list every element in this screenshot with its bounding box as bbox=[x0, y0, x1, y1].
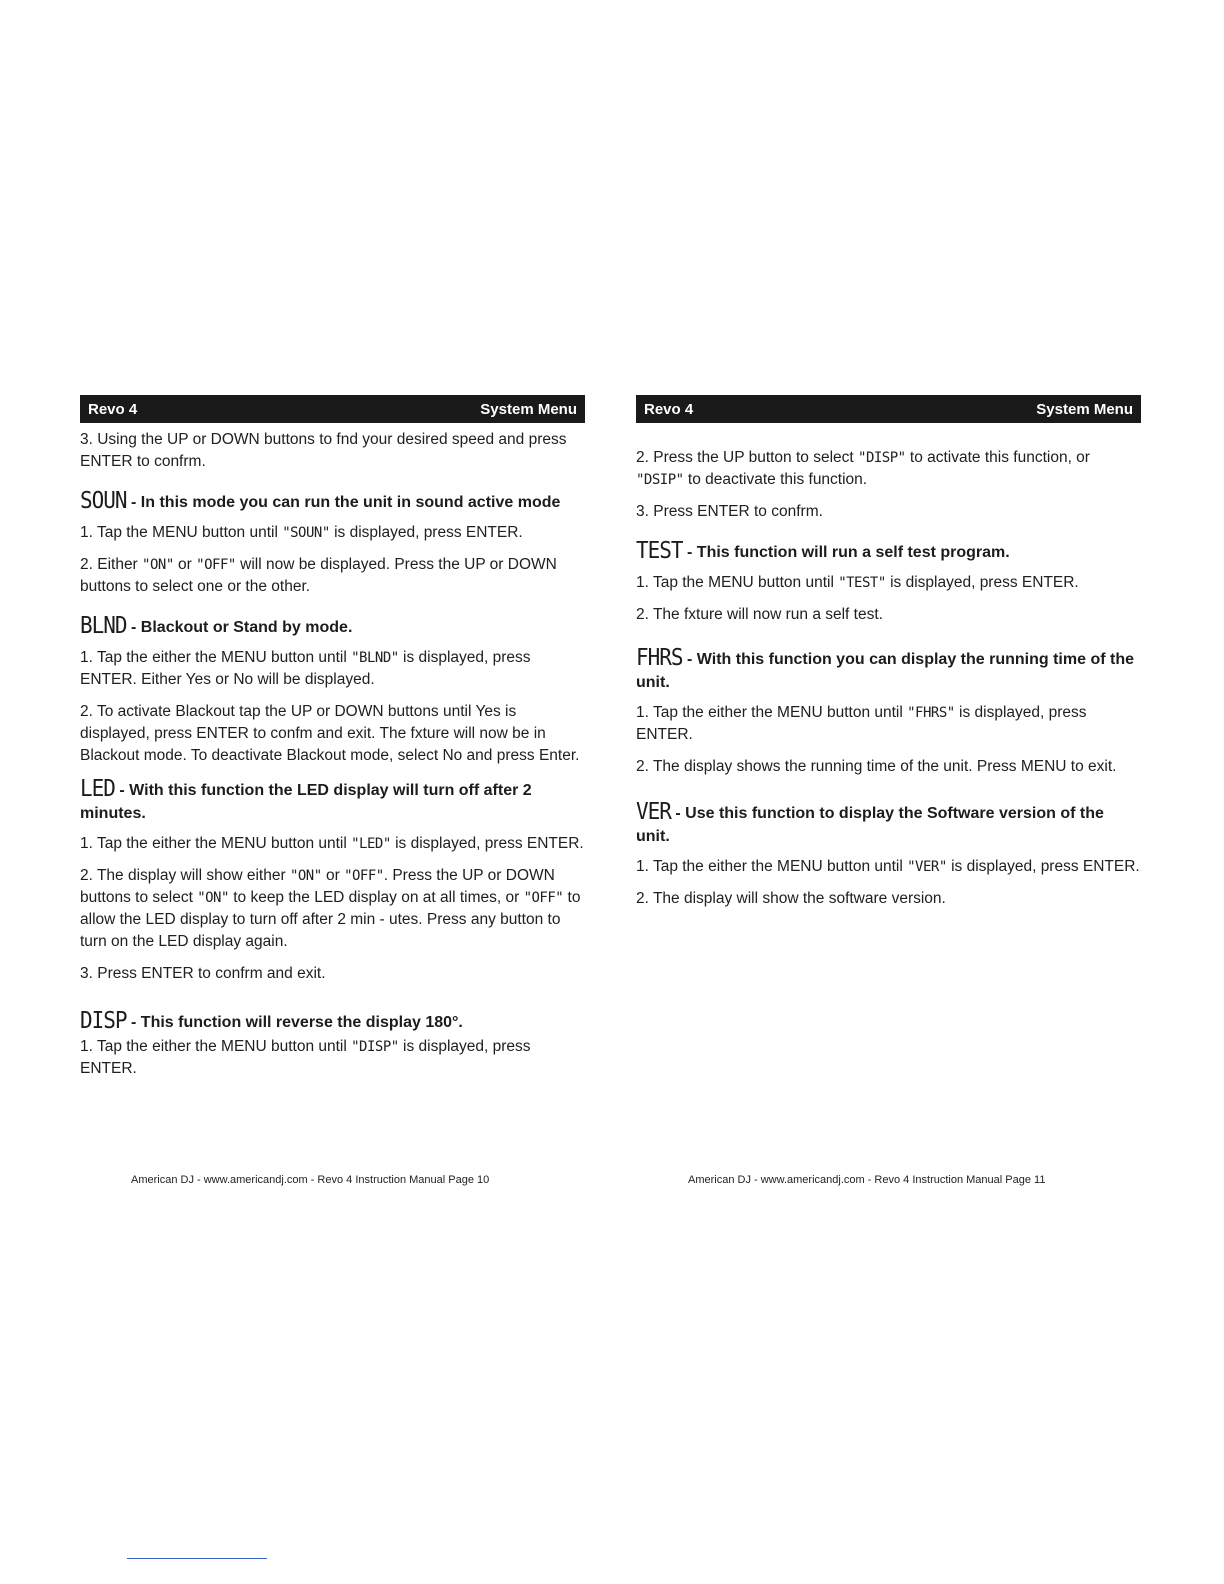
text: 1. Tap the either the MENU button until bbox=[636, 858, 908, 875]
soun-section bbox=[80, 486, 585, 598]
soun-step-1 bbox=[80, 522, 585, 544]
display-code: "VER" bbox=[907, 859, 947, 875]
text: will now be displayed. Press the UP or DOWN buttons to select one or the other. bbox=[80, 556, 557, 595]
lcd-code-blnd: BLND bbox=[80, 611, 127, 639]
ver-step-2: 2. The display will show the software version. bbox=[636, 890, 946, 907]
section-title: - With this function you can display the running time of the unit. bbox=[636, 651, 1134, 691]
text: is displayed, press ENTER. Either Yes or No will be displayed. bbox=[80, 649, 531, 688]
fhrs-section bbox=[636, 643, 1141, 778]
lcd-code-fhrs: FHRS bbox=[636, 643, 683, 671]
page-footer-left: American DJ - www.americandj.com - Revo 4 Instruction Manual Page 10 bbox=[131, 1174, 490, 1186]
lcd-code-ver: VER bbox=[636, 797, 671, 825]
page-header-bar bbox=[636, 395, 1141, 423]
section-heading bbox=[636, 643, 1141, 694]
led-step-1 bbox=[80, 833, 585, 855]
text: to allow the LED display to turn off after 2 min - utes. Press any button to turn on the LED display again. bbox=[80, 889, 581, 950]
section-title: - In this mode you can run the unit in sound active mode bbox=[126, 494, 561, 511]
display-code: "LED" bbox=[351, 836, 391, 852]
left-page bbox=[80, 395, 585, 1090]
display-code: "SOUN" bbox=[282, 525, 330, 541]
header-section-name: System Menu bbox=[480, 400, 577, 418]
disp-step-3: 3. Press ENTER to confrm. bbox=[636, 503, 823, 520]
section-title: - This function will run a self test program. bbox=[682, 544, 1010, 561]
display-code: "BLND" bbox=[351, 650, 399, 666]
disp-step-1 bbox=[80, 1036, 585, 1080]
text: 1. Tap the either the MENU button until bbox=[80, 1038, 352, 1055]
display-code: "OFF" bbox=[523, 890, 564, 906]
right-page bbox=[636, 395, 1141, 920]
text: or bbox=[173, 556, 197, 573]
lcd-code-soun: SOUN bbox=[80, 486, 127, 514]
text: is displayed, press ENTER. bbox=[80, 1038, 531, 1077]
section-heading bbox=[80, 611, 585, 639]
text: . Press the UP or DOWN buttons to select bbox=[80, 867, 555, 906]
lcd-code-led: LED bbox=[80, 774, 115, 802]
text: 2. Either bbox=[80, 556, 143, 573]
blnd-step-1 bbox=[80, 647, 585, 691]
text: 1. Tap the MENU button until bbox=[80, 524, 283, 541]
text: to keep the LED display on at all times, or bbox=[228, 889, 524, 906]
display-code: "FHRS" bbox=[907, 705, 955, 721]
section-heading bbox=[80, 486, 585, 514]
led-step-2 bbox=[80, 865, 585, 953]
display-code: "ON" bbox=[142, 557, 174, 573]
text: is displayed, press ENTER. bbox=[885, 574, 1079, 591]
section-title: - Blackout or Stand by mode. bbox=[126, 619, 353, 636]
display-code: "ON" bbox=[289, 868, 322, 884]
disp-section bbox=[80, 1006, 585, 1080]
led-step-3: 3. Press ENTER to confrm and exit. bbox=[80, 965, 326, 982]
text: is displayed, press ENTER. bbox=[390, 835, 584, 852]
text: to deactivate this function. bbox=[683, 471, 868, 488]
ver-section bbox=[636, 797, 1141, 910]
lcd-code-test: TEST bbox=[636, 536, 683, 564]
page-header-bar bbox=[80, 395, 585, 423]
display-code: "DISP" bbox=[351, 1039, 399, 1055]
header-product-name: Revo 4 bbox=[88, 400, 138, 418]
scan-artifact-line bbox=[127, 1558, 267, 1559]
section-heading bbox=[636, 536, 1141, 564]
section-title: - Use this function to display the Software version of the unit. bbox=[636, 805, 1104, 845]
text: is displayed, press ENTER. bbox=[329, 524, 523, 541]
text: 2. Press the UP button to select bbox=[636, 449, 859, 466]
header-section-name: System Menu bbox=[1036, 400, 1133, 418]
display-code: "TEST" bbox=[838, 575, 886, 591]
display-code: "DISP" bbox=[858, 450, 906, 466]
text: 2. The display will show either bbox=[80, 867, 290, 884]
fhrs-step-2: 2. The display shows the running time of the unit. Press MENU to exit. bbox=[636, 758, 1117, 775]
test-step-1 bbox=[636, 572, 1141, 594]
section-title: - This function will reverse the display 180°. bbox=[126, 1014, 463, 1031]
ver-step-1 bbox=[636, 856, 1141, 878]
section-heading bbox=[80, 1006, 585, 1034]
fhrs-step-1 bbox=[636, 702, 1141, 746]
text: 1. Tap the either the MENU button until bbox=[80, 649, 352, 666]
page-footer-right: American DJ - www.americandj.com - Revo 4 Instruction Manual Page 11 bbox=[688, 1174, 1046, 1186]
blnd-section bbox=[80, 611, 585, 767]
led-section bbox=[80, 774, 585, 985]
test-section bbox=[636, 536, 1141, 626]
soun-step-2 bbox=[80, 554, 585, 598]
display-code: "DSIP" bbox=[636, 472, 684, 488]
text: or bbox=[321, 867, 345, 884]
display-code: "ON" bbox=[197, 890, 229, 906]
text: is displayed, press ENTER. bbox=[636, 704, 1087, 743]
display-code: "OFF" bbox=[344, 868, 384, 884]
test-step-2: 2. The fxture will now run a self test. bbox=[636, 606, 883, 623]
text: 1. Tap the MENU button until bbox=[636, 574, 839, 591]
text: 1. Tap the either the MENU button until bbox=[636, 704, 908, 721]
display-code: "OFF" bbox=[196, 557, 236, 573]
disp-step-2 bbox=[636, 447, 1141, 491]
lcd-code-disp: DISP bbox=[80, 1006, 127, 1034]
section-heading bbox=[636, 797, 1141, 848]
header-product-name: Revo 4 bbox=[644, 400, 694, 418]
section-heading bbox=[80, 774, 585, 825]
text: 1. Tap the either the MENU button until bbox=[80, 835, 352, 852]
text: is displayed, press ENTER. bbox=[946, 858, 1140, 875]
section-title: - With this function the LED display will turn off after 2 minutes. bbox=[80, 782, 532, 822]
text: to activate this function, or bbox=[905, 449, 1090, 466]
speed-step-3: 3. Using the UP or DOWN buttons to fnd your desired speed and press ENTER to confrm. bbox=[80, 431, 567, 470]
blnd-step-2: 2. To activate Blackout tap the UP or DOWN buttons until Yes is displayed, press ENTER to confm and exit. The fxture will now be in Blackout mode. To deactivate Blackout mode, select No and press Enter. bbox=[80, 703, 580, 764]
